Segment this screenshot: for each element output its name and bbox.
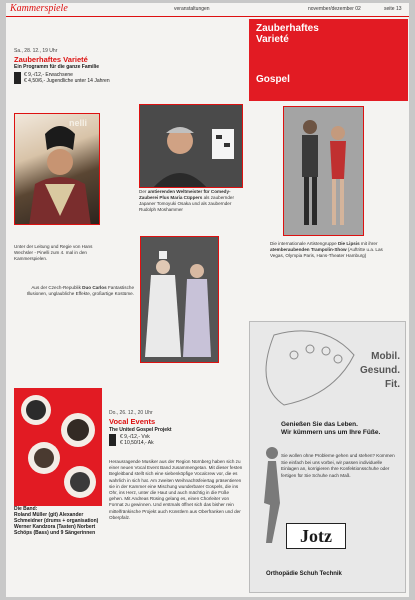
runner-figure (254, 443, 284, 553)
ad-headline: Genießen Sie das Leben. Wir kümmern uns um Ihre Füße. (281, 421, 381, 436)
lipsis-photo (283, 106, 364, 236)
pinelli-photo (14, 113, 100, 225)
band-photo-block (14, 388, 102, 506)
ticket-icon (14, 72, 21, 84)
section-label: veranstaltungen (174, 6, 210, 12)
logo: Kammerspiele (10, 3, 68, 14)
ticket-icon (109, 434, 116, 446)
event2-title: Vocal Events (109, 417, 156, 426)
event2-subtitle: The United Gospel Projekt (109, 427, 172, 433)
title-box-heading: Zauberhaftes Varieté (256, 23, 319, 45)
event1-prices: € 9,-/12,- Erwachsene € 4,50/6,- Jugendliche unter 14 Jahren (24, 72, 110, 84)
band-members: Die Band: Roland Müller (git) Alexander Schmeidner (drums + organisation) Werner Kandzora (Tasten) Norbert Schöps (Bass) und 9 Sängerinnen (14, 506, 99, 536)
pinelli-caption: Unter der Leitung und Regie von Hans Wechsler - Pinelli zum 4. mal in den Kammerspielen. (14, 244, 93, 261)
ad-footer: Orthopädie Schuh Technik (266, 571, 342, 577)
brand-logo: Jotz (286, 523, 346, 549)
title-box-gospel: Gospel (256, 74, 290, 85)
magazine-page (6, 3, 409, 597)
event1-date: Sa., 28. 12., 19 Uhr (14, 48, 58, 54)
champion-caption: Der amtierenden Weltmeister für Comedy-Zauberei Plus Maria Cüppers als zaubernder Japaner Tomoyuki Osaka und als zaubernder Rudolph Moshammer (139, 189, 234, 212)
issue-date: november/dezember 02 (308, 6, 361, 12)
champion-photo (139, 104, 243, 188)
event1-title: Zauberhaftes Varieté (14, 55, 88, 64)
ad-slogan: Mobil. Gesund. Fit. (359, 351, 400, 390)
duo-carlos-photo (140, 236, 219, 363)
event1-subtitle: Ein Programm für die ganze Familie (14, 64, 100, 70)
page-number: seite 13 (384, 6, 402, 12)
lipsis-caption: Die internationale Artistengruppe Die Lipsis mit ihrer atemberaubenden Trampolin-Show (Auftritte u.a. Las Vegas, Olympia Paris, Hans-Theater Hamburg) (270, 241, 383, 258)
event2-prices: € 9,-/12,- Vvk € 10,50/14,- Ak (120, 434, 154, 446)
ad-body: Sie wollen ohne Probleme gehen und stehen? Kommen Sie einfach bei uns vorbei, wir passen individuelle Einlagen an, korrigieren Ihre Konfektionsschuhe oder fertigen für Sie Schuhe nach Maß. (281, 453, 395, 478)
event2-body: Herausragende Musiker aus der Region Nürnberg haben sich zu einer neuen Vocal Event Band zusammengetan. Mit dieser festen Begleitband stellt sich eine siebenköpfige Vocalcrew vor, die es wahrlich in sich hat. Am zweiten Weihnachtsfeiertag präsentieren sie in der Kammer eine Mischung wunderbarer Gospels, die ins Ohr, ins Herz, unter die Haut und auch mächtig in die Füße gehen. Mit Andreas Rüsing gelang es, einen Chorleiter von Format zu gewinnen. Und erstmals öffnet sich das bisher rein mittelfränkische Projekt auch Künstlern aus Oberfranken und der Oberpfalz. (109, 459, 243, 520)
event2-date: Do., 26. 12., 20 Uhr (109, 410, 153, 416)
svg-text:nelli: nelli (69, 118, 88, 128)
duo-carlos-caption: Aus der Czech-Republik Duo Carlos Fantastische Illusionen, unglaubliche Effekte, großartige Kostüme. (26, 285, 134, 296)
